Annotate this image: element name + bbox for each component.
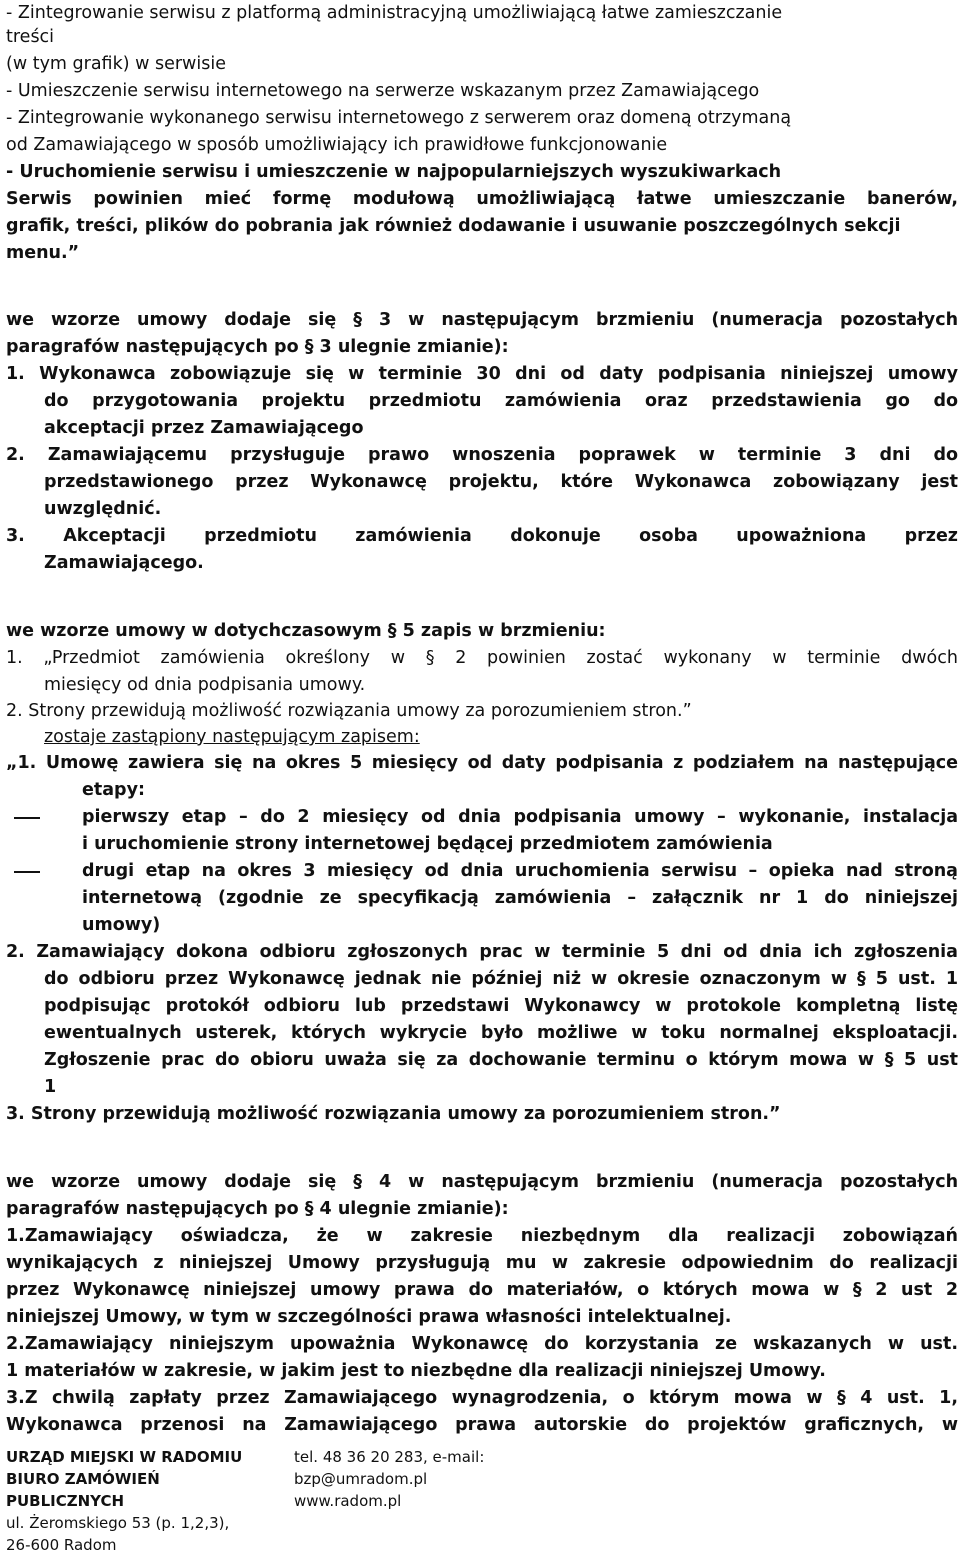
intro-line: menu.”: [6, 243, 80, 263]
stage-item: internetową (zgodnie ze specyfikacją zamówienia – załącznik nr 1 do niniejszej: [82, 888, 958, 908]
section-3-item: 3. Akceptacji przedmiotu zamówienia dokonuje osoba upoważniona przez: [6, 526, 958, 546]
old-clause: miesięcy od dnia podpisania umowy.: [44, 675, 366, 695]
section-4-item: 1 materiałów w zakresie, w jakim jest to niezbędne dla realizacji niniejszej Umowy.: [6, 1361, 826, 1381]
old-clause: 2. Strony przewidują możliwość rozwiązania umowy za porozumieniem stron.”: [6, 701, 692, 721]
section-3-item: przedstawionego przez Wykonawcę projektu, które Wykonawca zobowiązany jest: [44, 472, 958, 492]
intro-line: - Uruchomienie serwisu i umieszczenie w najpopularniejszych wyszukiwarkach: [6, 162, 782, 182]
section-sign: §: [304, 1199, 314, 1219]
intro-line: - Zintegrowanie wykonanego serwisu internetowego z serwerem oraz domeną otrzymaną: [6, 108, 792, 128]
section-sign: §: [304, 337, 314, 357]
dash-bullet: [14, 871, 40, 873]
section-sign: §: [852, 1280, 862, 1300]
new-clause: podpisując protokół odbioru lub przedstawi Wykonawcy w protokole kompletną listę: [44, 996, 958, 1016]
footer-org-line: PUBLICZNYCH: [6, 1492, 125, 1510]
section-sign: §: [837, 1388, 846, 1408]
section-sign: §: [857, 969, 866, 989]
section-3-item: Zamawiającego.: [44, 553, 204, 573]
section-3-heading: we wzorze umowy dodaje się § 3 w następującym brzmieniu (numeracja pozostałych: [6, 310, 959, 330]
section-4-item: niniejszej Umowy, w tym w szczególności prawa własności intelektualnej.: [6, 1307, 732, 1327]
section-3-item: do przygotowania projektu przedmiotu zamówienia oraz przedstawienia go do: [44, 391, 958, 411]
section-3-item: akceptacji przez Zamawiającego: [44, 418, 364, 438]
footer-address-line: ul. Żeromskiego 53 (p. 1,2,3),: [6, 1514, 230, 1532]
stage-item: pierwszy etap – do 2 miesięcy od dnia podpisania umowy – wykonanie, instalacja: [82, 807, 958, 827]
stage-item: umowy): [82, 915, 161, 935]
stage-item: drugi etap na okres 3 miesięcy od dnia uruchomienia serwisu – opieka nad stroną: [82, 861, 958, 881]
section-4-item: 2.Zamawiający niniejszym upoważnia Wykonawcę do korzystania ze wskazanych w ust.: [6, 1334, 958, 1354]
section-4-item: wynikających z niniejszej Umowy przysługują mu w zakresie odpowiednim do realizacji: [6, 1253, 958, 1273]
dash-bullet: [14, 817, 40, 819]
replacement-note: zostaje zastąpiony następującym zapisem:: [44, 727, 420, 747]
section-4-heading: we wzorze umowy dodaje się § 4 w następującym brzmieniu (numeracja pozostałych: [6, 1172, 959, 1192]
intro-line: grafik, treści, plików do pobrania jak również dodawanie i usuwanie poszczególnych sekcji: [6, 216, 901, 236]
new-clause: etapy:: [82, 780, 145, 800]
intro-line: treści: [6, 27, 55, 47]
old-clause: 1. „Przedmiot zamówienia określony w § 2 powinien zostać wykonany w terminie dwóch: [6, 648, 958, 668]
new-clause: 3. Strony przewidują możliwość rozwiązania umowy za porozumieniem stron.”: [6, 1104, 781, 1124]
footer-website-link[interactable]: www.radom.pl: [294, 1492, 402, 1510]
intro-line: - Zintegrowanie serwisu z platformą administracyjną umożliwiającą łatwe zamieszczanie: [6, 3, 783, 23]
footer-address-line: 26-600 Radom: [6, 1536, 117, 1554]
new-clause: 2. Zamawiający dokona odbioru zgłoszonych prac w terminie 5 dni od dnia ich zgłoszenia: [6, 942, 958, 962]
section-4-heading: paragrafów następujących po § 4 ulegnie zmianie):: [6, 1199, 509, 1219]
section-sign: §: [387, 621, 397, 641]
footer-org-line: BIURO ZAMÓWIEŃ: [6, 1470, 160, 1488]
footer-phone-email: tel. 48 36 20 283, e-mail:: [294, 1448, 485, 1466]
intro-line: (w tym grafik) w serwisie: [6, 54, 226, 74]
section-sign: §: [425, 648, 435, 668]
section-3-heading: paragrafów następujących po § 3 ulegnie zmianie):: [6, 337, 509, 357]
footer-organization: [6, 1446, 242, 1556]
section-sign: §: [353, 1172, 363, 1192]
footer-org-line: URZĄD MIEJSKI W RADOMIU: [6, 1448, 243, 1466]
section-4-item: Wykonawca przenosi na Zamawiającego prawa autorskie do projektów graficznych, w: [6, 1415, 958, 1435]
section-sign: §: [353, 310, 363, 330]
section-4-item: 3.Z chwilą zapłaty przez Zamawiającego wynagrodzenia, o którym mowa w § 4 ust. 1,: [6, 1388, 958, 1408]
section-5-heading: we wzorze umowy w dotychczasowym § 5 zapis w brzmieniu:: [6, 621, 606, 641]
section-3-item: uwzględnić.: [44, 499, 162, 519]
intro-line: - Umieszczenie serwisu internetowego na serwerze wskazanym przez Zamawiającego: [6, 81, 760, 101]
footer-email-link[interactable]: bzp@umradom.pl: [294, 1470, 428, 1488]
intro-line: od Zamawiającego w sposób umożliwiający ich prawidłowe funkcjonowanie: [6, 135, 668, 155]
intro-line: Serwis powinien mieć formę modułową umożliwiającą łatwe umieszczanie banerów,: [6, 189, 958, 209]
new-clause: ewentualnych usterek, których wykrycie było możliwe w toku normalnej eksploatacji.: [44, 1023, 958, 1043]
new-clause: 1: [44, 1077, 57, 1097]
new-clause: „1. Umowę zawiera się na okres 5 miesięcy od daty podpisania z podziałem na następujące: [6, 753, 958, 773]
section-4-item: przez Wykonawcę niniejszej umowy prawa do materiałów, o których mowa w § 2 ust 2: [6, 1280, 959, 1300]
footer-contact: [294, 1446, 484, 1512]
section-4-item: 1.Zamawiający oświadcza, że w zakresie niezbędnym dla realizacji zobowiązań: [6, 1226, 958, 1246]
stage-item: i uruchomienie strony internetowej będącej przedmiotem zamówienia: [82, 834, 773, 854]
section-3-item: 1. Wykonawca zobowiązuje się w terminie 30 dni od daty podpisania niniejszej umowy: [6, 364, 958, 384]
section-3-item: 2. Zamawiającemu przysługuje prawo wnoszenia poprawek w terminie 3 dni do: [6, 445, 958, 465]
new-clause: Zgłoszenie prac do obioru uważa się za dochowanie terminu o którym mowa w § 5 ust: [44, 1050, 959, 1070]
section-sign: §: [884, 1050, 894, 1070]
new-clause: do odbioru przez Wykonawcę jednak nie później niż w okresie oznaczonym w § 5 ust. 1: [44, 969, 959, 989]
